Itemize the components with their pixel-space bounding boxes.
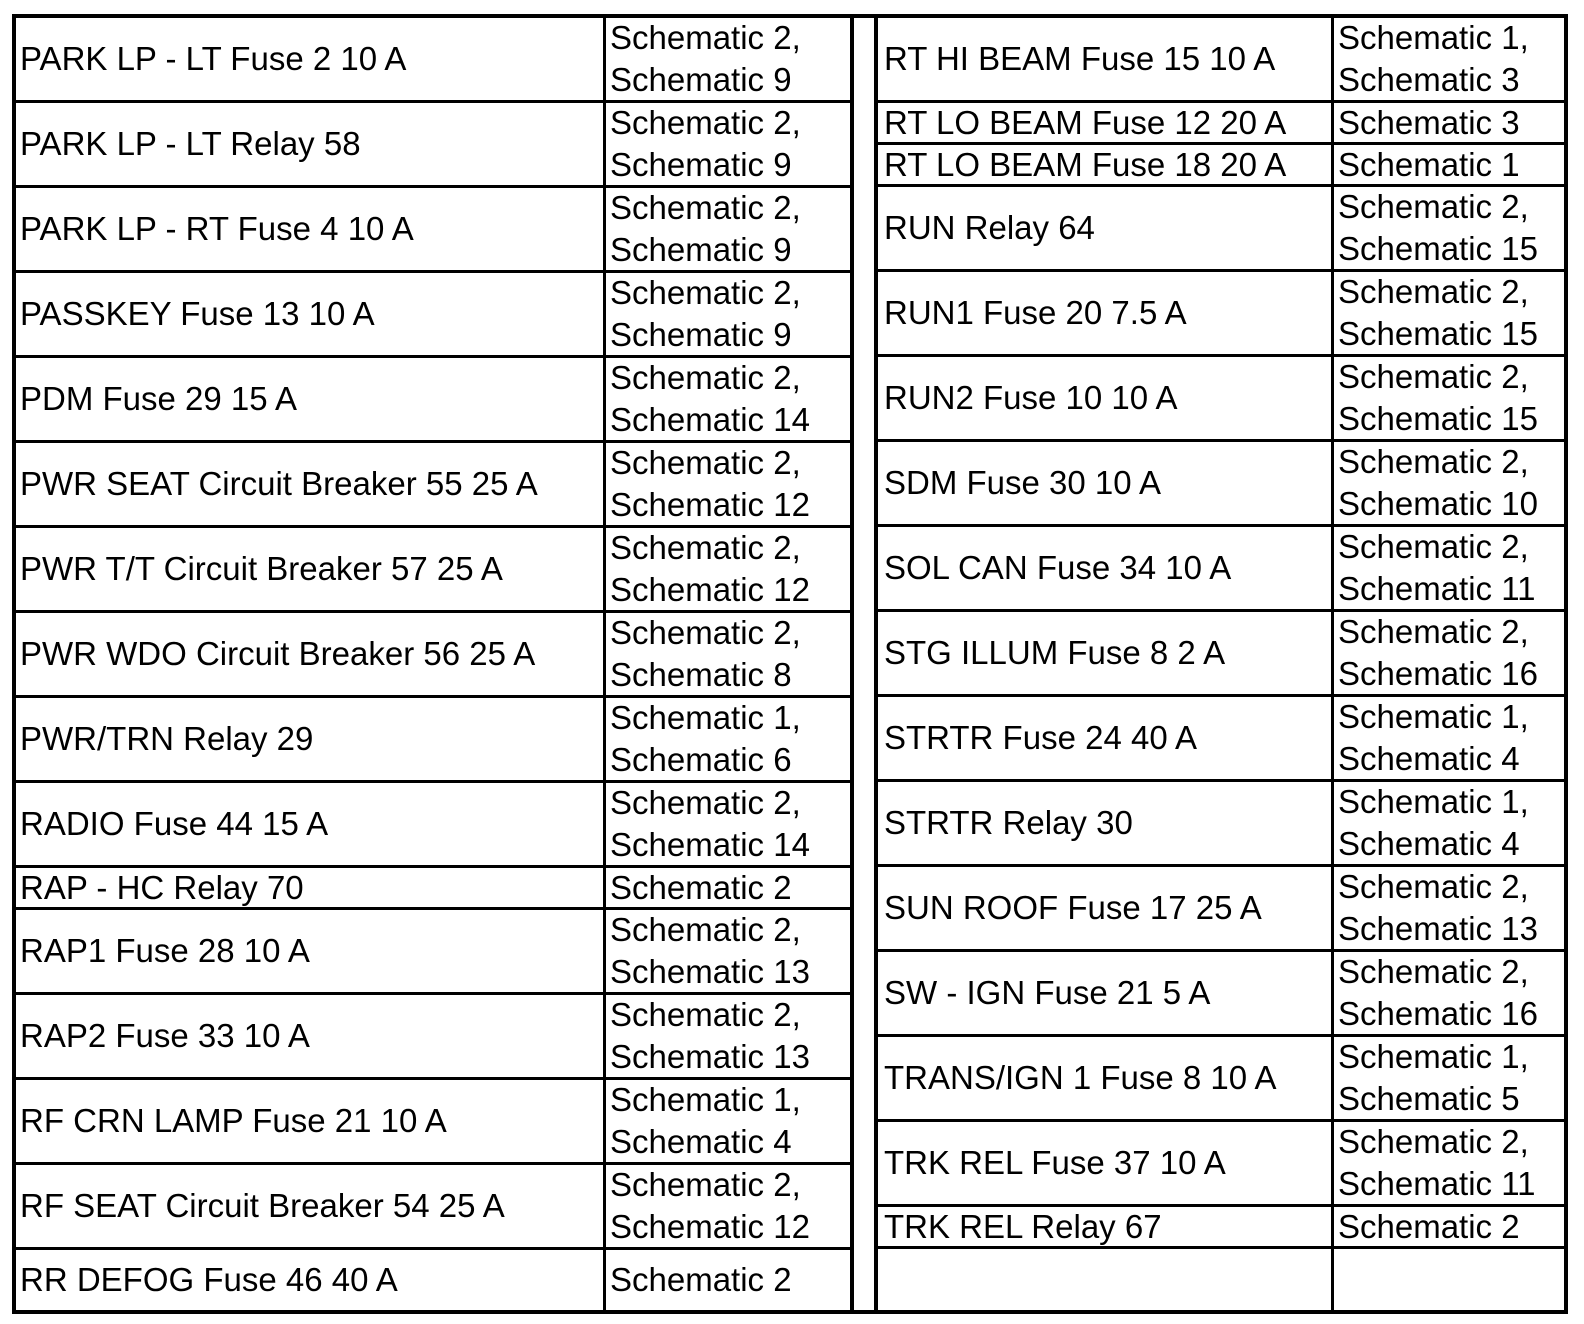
table-row: [878, 697, 1564, 782]
schematic-ref-line: Schematic 2,: [1338, 868, 1529, 905]
table-row: [16, 1250, 850, 1310]
table-row: [878, 1207, 1564, 1249]
table-row: [16, 910, 850, 995]
table-row: [878, 187, 1564, 272]
component-name-cell: PARK LP - LT Relay 58: [16, 103, 606, 185]
table-row: [16, 1165, 850, 1250]
schematic-ref-cell: [1334, 103, 1564, 142]
schematic-ref-line: Schematic 2,: [610, 911, 801, 948]
schematic-ref-line: Schematic 3: [1338, 103, 1520, 141]
schematic-ref-cell: [606, 273, 850, 355]
schematic-ref-line: Schematic 9: [610, 316, 792, 353]
component-name-cell: SOL CAN Fuse 34 10 A: [878, 527, 1334, 609]
schematic-ref-cell: [1334, 867, 1564, 949]
schematic-ref-line: Schematic 2,: [610, 19, 801, 56]
component-name-cell: PARK LP - RT Fuse 4 10 A: [16, 188, 606, 270]
table-row: [16, 1080, 850, 1165]
table-row: [16, 358, 850, 443]
schematic-ref-cell: [1334, 1122, 1564, 1204]
schematic-ref-line: Schematic 11: [1338, 1165, 1536, 1202]
table-row: [878, 782, 1564, 867]
schematic-ref-cell: [1334, 272, 1564, 354]
schematic-ref-line: Schematic 15: [1338, 400, 1538, 437]
component-name-cell: RUN Relay 64: [878, 187, 1334, 269]
fuse-index-table: [12, 14, 1568, 1314]
schematic-ref-cell: [1334, 18, 1564, 100]
schematic-ref-line: Schematic 5: [1338, 1080, 1520, 1117]
component-name-cell: SW - IGN Fuse 21 5 A: [878, 952, 1334, 1034]
component-name-cell: PWR T/T Circuit Breaker 57 25 A: [16, 528, 606, 610]
table-row: [878, 1037, 1564, 1122]
component-name-cell: RT HI BEAM Fuse 15 10 A: [878, 18, 1334, 100]
schematic-ref-line: Schematic 2,: [1338, 358, 1529, 395]
table-row: [16, 995, 850, 1080]
schematic-ref-line: Schematic 2,: [1338, 613, 1529, 650]
schematic-ref-line: Schematic 2,: [1338, 528, 1529, 565]
schematic-ref-line: Schematic 10: [1338, 485, 1538, 522]
schematic-ref-line: Schematic 2: [610, 1261, 792, 1298]
component-name-cell: RT LO BEAM Fuse 18 20 A: [878, 145, 1334, 184]
component-name-cell: RF CRN LAMP Fuse 21 10 A: [16, 1080, 606, 1162]
table-right-half: [878, 18, 1564, 1310]
schematic-ref-line: Schematic 9: [610, 231, 792, 268]
table-row: [16, 103, 850, 188]
schematic-ref-cell: [606, 1250, 850, 1310]
schematic-ref-cell: [606, 995, 850, 1077]
schematic-ref-line: Schematic 1,: [1338, 698, 1529, 735]
schematic-ref-cell: [606, 1080, 850, 1162]
schematic-ref-line: Schematic 2,: [610, 444, 801, 481]
schematic-ref-cell: [606, 613, 850, 695]
schematic-ref-line: Schematic 16: [1338, 995, 1538, 1032]
schematic-ref-line: Schematic 4: [1338, 825, 1520, 862]
component-name-cell: RAP1 Fuse 28 10 A: [16, 910, 606, 992]
component-name-cell: SUN ROOF Fuse 17 25 A: [878, 867, 1334, 949]
component-name-cell: PARK LP - LT Fuse 2 10 A: [16, 18, 606, 100]
schematic-ref-line: Schematic 12: [610, 1208, 810, 1245]
table-left-half: [16, 18, 850, 1310]
component-name-cell: RF SEAT Circuit Breaker 54 25 A: [16, 1165, 606, 1247]
component-name-cell: RUN2 Fuse 10 10 A: [878, 357, 1334, 439]
component-name-cell: PWR/TRN Relay 29: [16, 698, 606, 780]
schematic-ref-line: Schematic 1,: [610, 699, 801, 736]
table-row: [16, 783, 850, 868]
schematic-ref-cell: [606, 103, 850, 185]
schematic-ref-line: Schematic 9: [610, 61, 792, 98]
schematic-ref-line: Schematic 2,: [1338, 273, 1529, 310]
component-name-cell: RUN1 Fuse 20 7.5 A: [878, 272, 1334, 354]
schematic-ref-line: Schematic 2,: [610, 359, 801, 396]
schematic-ref-line: Schematic 2,: [1338, 188, 1529, 225]
table-row: [878, 18, 1564, 103]
schematic-ref-line: Schematic 2,: [610, 996, 801, 1033]
table-row: [878, 527, 1564, 612]
component-name-cell: RAP2 Fuse 33 10 A: [16, 995, 606, 1077]
schematic-ref-cell: [606, 1165, 850, 1247]
schematic-ref-cell: [1334, 612, 1564, 694]
schematic-ref-line: Schematic 9: [610, 146, 792, 183]
schematic-ref-cell: [1334, 1037, 1564, 1119]
component-name-cell: STRTR Fuse 24 40 A: [878, 697, 1334, 779]
schematic-ref-line: Schematic 12: [610, 486, 810, 523]
schematic-ref-cell: [606, 868, 850, 907]
table-row: [16, 273, 850, 358]
schematic-ref-cell: [1334, 527, 1564, 609]
table-row: [878, 612, 1564, 697]
schematic-ref-cell: [606, 188, 850, 270]
component-name-cell: PDM Fuse 29 15 A: [16, 358, 606, 440]
table-row: [878, 867, 1564, 952]
table-row: [878, 952, 1564, 1037]
component-name-cell: [878, 1249, 1334, 1310]
schematic-ref-line: Schematic 1,: [1338, 1038, 1529, 1075]
component-name-cell: SDM Fuse 30 10 A: [878, 442, 1334, 524]
component-name-cell: TRANS/IGN 1 Fuse 8 10 A: [878, 1037, 1334, 1119]
schematic-ref-line: Schematic 1,: [610, 1081, 801, 1118]
schematic-ref-cell: [1334, 1207, 1564, 1246]
schematic-ref-line: Schematic 15: [1338, 315, 1538, 352]
table-row: [878, 357, 1564, 442]
schematic-ref-cell: [606, 910, 850, 992]
schematic-ref-line: Schematic 2,: [610, 614, 801, 651]
schematic-ref-line: Schematic 2,: [610, 529, 801, 566]
table-row: [878, 1249, 1564, 1310]
column-divider: [850, 18, 854, 1310]
schematic-ref-line: Schematic 14: [610, 826, 810, 863]
table-row: [16, 613, 850, 698]
schematic-ref-line: Schematic 2: [610, 868, 792, 906]
schematic-ref-cell: [1334, 187, 1564, 269]
schematic-ref-line: Schematic 13: [610, 1038, 810, 1075]
component-name-cell: PWR SEAT Circuit Breaker 55 25 A: [16, 443, 606, 525]
component-name-cell: RADIO Fuse 44 15 A: [16, 783, 606, 865]
schematic-ref-line: Schematic 2,: [1338, 1123, 1529, 1160]
schematic-ref-line: Schematic 2,: [610, 189, 801, 226]
table-row: [16, 868, 850, 910]
schematic-ref-line: Schematic 1,: [1338, 19, 1529, 56]
schematic-ref-cell: [606, 698, 850, 780]
component-name-cell: RT LO BEAM Fuse 12 20 A: [878, 103, 1334, 142]
component-name-cell: STRTR Relay 30: [878, 782, 1334, 864]
schematic-ref-line: Schematic 11: [1338, 570, 1536, 607]
table-row: [878, 1122, 1564, 1207]
schematic-ref-cell: [606, 358, 850, 440]
schematic-ref-line: Schematic 15: [1338, 230, 1538, 267]
table-row: [878, 442, 1564, 527]
schematic-ref-line: Schematic 1: [1338, 145, 1520, 183]
schematic-ref-cell: [606, 783, 850, 865]
schematic-ref-line: Schematic 14: [610, 401, 810, 438]
schematic-ref-line: Schematic 12: [610, 571, 810, 608]
schematic-ref-cell: [606, 18, 850, 100]
schematic-ref-cell: [1334, 145, 1564, 184]
schematic-ref-cell: [1334, 782, 1564, 864]
schematic-ref-line: Schematic 2,: [610, 274, 801, 311]
schematic-ref-cell: [1334, 697, 1564, 779]
table-row: [16, 698, 850, 783]
schematic-ref-line: Schematic 16: [1338, 655, 1538, 692]
component-name-cell: TRK REL Fuse 37 10 A: [878, 1122, 1334, 1204]
component-name-cell: PWR WDO Circuit Breaker 56 25 A: [16, 613, 606, 695]
component-name-cell: STG ILLUM Fuse 8 2 A: [878, 612, 1334, 694]
schematic-ref-cell: [1334, 952, 1564, 1034]
schematic-ref-line: Schematic 2: [1338, 1207, 1520, 1245]
component-name-cell: RAP - HC Relay 70: [16, 868, 606, 907]
schematic-ref-line: Schematic 2,: [610, 784, 801, 821]
table-row: [878, 272, 1564, 357]
schematic-ref-cell: [1334, 442, 1564, 524]
schematic-ref-line: Schematic 2,: [1338, 443, 1529, 480]
component-name-cell: RR DEFOG Fuse 46 40 A: [16, 1250, 606, 1310]
component-name-cell: PASSKEY Fuse 13 10 A: [16, 273, 606, 355]
schematic-ref-line: Schematic 8: [610, 656, 792, 693]
table-row: [16, 18, 850, 103]
table-row: [16, 528, 850, 613]
table-row: [16, 188, 850, 273]
schematic-ref-line: Schematic 2,: [1338, 953, 1529, 990]
schematic-ref-cell: [1334, 357, 1564, 439]
schematic-ref-line: Schematic 4: [610, 1123, 792, 1160]
schematic-ref-line: Schematic 13: [610, 953, 810, 990]
schematic-ref-line: Schematic 6: [610, 741, 792, 778]
schematic-ref-line: Schematic 1,: [1338, 783, 1529, 820]
schematic-ref-cell: [1334, 1249, 1564, 1310]
table-row: [878, 103, 1564, 145]
schematic-ref-cell: [606, 528, 850, 610]
schematic-ref-line: Schematic 2,: [610, 104, 801, 141]
schematic-ref-line: Schematic 4: [1338, 740, 1520, 777]
schematic-ref-line: Schematic 3: [1338, 61, 1520, 98]
schematic-ref-line: Schematic 2,: [610, 1166, 801, 1203]
schematic-ref-line: Schematic 13: [1338, 910, 1538, 947]
component-name-cell: TRK REL Relay 67: [878, 1207, 1334, 1246]
table-row: [878, 145, 1564, 187]
table-row: [16, 443, 850, 528]
schematic-ref-cell: [606, 443, 850, 525]
